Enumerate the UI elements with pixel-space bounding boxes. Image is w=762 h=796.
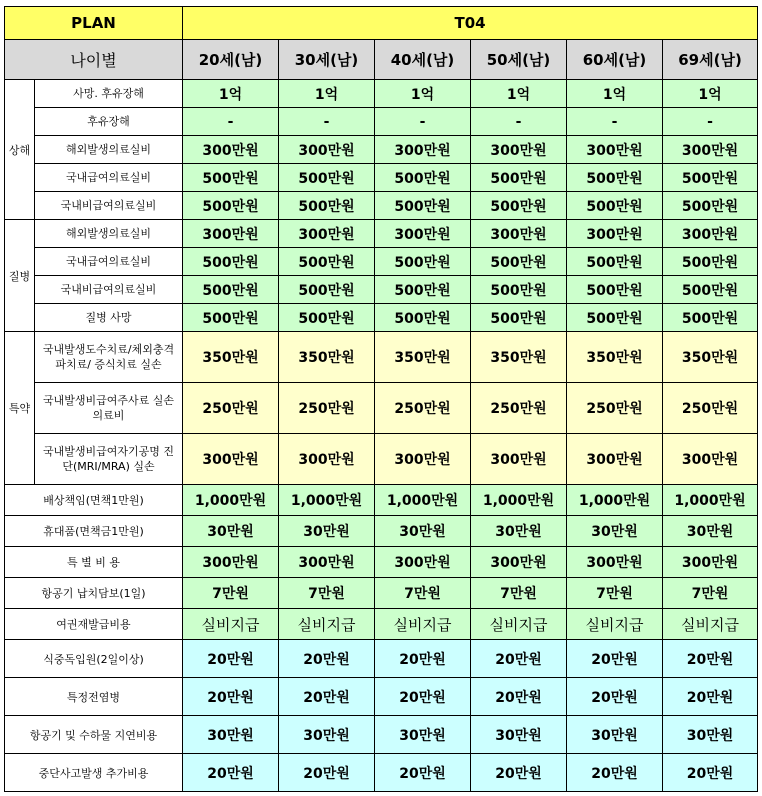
row-label: 국내비급여의료실비 <box>35 192 183 220</box>
coverage-value: 20만원 <box>663 754 758 792</box>
coverage-value: 30만원 <box>279 516 375 547</box>
coverage-value: 500만원 <box>375 192 471 220</box>
coverage-value: 1억 <box>567 80 663 108</box>
coverage-value: 7만원 <box>375 578 471 609</box>
table-row <box>5 192 758 220</box>
row-label: 국내발생비급여자기공명 진단(MRI/MRA) 실손 <box>35 434 183 485</box>
coverage-value: 500만원 <box>183 164 279 192</box>
coverage-value: 500만원 <box>279 192 375 220</box>
coverage-value: 500만원 <box>567 248 663 276</box>
table-row <box>5 716 758 754</box>
coverage-value: 500만원 <box>279 304 375 332</box>
coverage-value: 300만원 <box>567 220 663 248</box>
row-label: 항공기 납치담보(1일) <box>5 578 183 609</box>
coverage-value: 30만원 <box>663 516 758 547</box>
coverage-value: 500만원 <box>471 248 567 276</box>
table-row <box>5 276 758 304</box>
coverage-value: 350만원 <box>663 332 758 383</box>
coverage-value: 1,000만원 <box>183 485 279 516</box>
table-row <box>5 304 758 332</box>
coverage-value: 350만원 <box>183 332 279 383</box>
coverage-value: 20만원 <box>663 678 758 716</box>
coverage-value: 20만원 <box>471 678 567 716</box>
coverage-value: 20만원 <box>279 754 375 792</box>
coverage-value: 300만원 <box>279 434 375 485</box>
coverage-value: 7만원 <box>567 578 663 609</box>
coverage-value: 1,000만원 <box>663 485 758 516</box>
coverage-value: 20만원 <box>183 640 279 678</box>
table-row <box>5 609 758 640</box>
coverage-value: 20만원 <box>663 640 758 678</box>
table-row <box>5 164 758 192</box>
coverage-value: 1억 <box>183 80 279 108</box>
coverage-value: 500만원 <box>183 304 279 332</box>
coverage-value: 300만원 <box>567 434 663 485</box>
coverage-value: 20만원 <box>567 754 663 792</box>
group-label-disease: 질병 <box>5 220 35 332</box>
row-label: 휴대품(면책금1만원) <box>5 516 183 547</box>
coverage-value: 300만원 <box>375 547 471 578</box>
coverage-value: 20만원 <box>183 754 279 792</box>
table-row <box>5 678 758 716</box>
coverage-value: 500만원 <box>663 276 758 304</box>
coverage-value: 7만원 <box>663 578 758 609</box>
table-row <box>5 516 758 547</box>
row-label: 국내비급여의료실비 <box>35 276 183 304</box>
table-row <box>5 383 758 434</box>
row-label: 특 별 비 용 <box>5 547 183 578</box>
coverage-value: 300만원 <box>663 220 758 248</box>
coverage-value: 1억 <box>375 80 471 108</box>
table-row <box>5 547 758 578</box>
coverage-value: 300만원 <box>567 136 663 164</box>
coverage-value: 실비지급 <box>663 609 758 640</box>
coverage-value: 500만원 <box>183 192 279 220</box>
coverage-value: 350만원 <box>471 332 567 383</box>
table-row <box>5 754 758 792</box>
coverage-value: 30만원 <box>279 716 375 754</box>
coverage-value: 300만원 <box>375 136 471 164</box>
coverage-value: 300만원 <box>183 547 279 578</box>
age-header: 60세(남) <box>567 40 663 80</box>
group-label-special: 특약 <box>5 332 35 485</box>
coverage-value: 30만원 <box>183 716 279 754</box>
coverage-value: 30만원 <box>567 516 663 547</box>
table-row <box>5 578 758 609</box>
coverage-value: 30만원 <box>663 716 758 754</box>
coverage-value: 1,000만원 <box>279 485 375 516</box>
coverage-value: - <box>567 108 663 136</box>
coverage-value: 30만원 <box>375 716 471 754</box>
coverage-value: 500만원 <box>375 276 471 304</box>
coverage-value: 300만원 <box>567 547 663 578</box>
coverage-value: 20만원 <box>471 754 567 792</box>
coverage-value: 250만원 <box>279 383 375 434</box>
coverage-value: 250만원 <box>471 383 567 434</box>
coverage-value: 1,000만원 <box>375 485 471 516</box>
coverage-value: 500만원 <box>471 164 567 192</box>
coverage-value: 250만원 <box>567 383 663 434</box>
row-label: 후유장해 <box>35 108 183 136</box>
coverage-value: - <box>471 108 567 136</box>
row-label: 국내급여의료실비 <box>35 248 183 276</box>
coverage-value: 300만원 <box>471 434 567 485</box>
row-label: 특정전염병 <box>5 678 183 716</box>
row-label: 해외발생의료실비 <box>35 220 183 248</box>
row-label: 여권재발급비용 <box>5 609 183 640</box>
coverage-value: - <box>279 108 375 136</box>
coverage-value: 500만원 <box>663 164 758 192</box>
coverage-value: 7만원 <box>279 578 375 609</box>
row-label: 국내급여의료실비 <box>35 164 183 192</box>
coverage-value: 300만원 <box>375 434 471 485</box>
coverage-value: 500만원 <box>183 276 279 304</box>
coverage-value: 300만원 <box>471 547 567 578</box>
coverage-value: 20만원 <box>567 640 663 678</box>
coverage-value: - <box>663 108 758 136</box>
coverage-value: 300만원 <box>663 547 758 578</box>
coverage-value: 실비지급 <box>375 609 471 640</box>
row-label: 해외발생의료실비 <box>35 136 183 164</box>
coverage-value: 30만원 <box>375 516 471 547</box>
group-label-injury: 상해 <box>5 80 35 220</box>
age-header: 30세(남) <box>279 40 375 80</box>
row-label: 국내발생도수치료/체외충격파치료/ 증식치료 실손 <box>35 332 183 383</box>
coverage-value: 300만원 <box>183 136 279 164</box>
table-row <box>5 136 758 164</box>
coverage-value: 350만원 <box>279 332 375 383</box>
plan-header-row <box>5 7 758 40</box>
coverage-value: 30만원 <box>567 716 663 754</box>
age-header: 50세(남) <box>471 40 567 80</box>
coverage-value: 실비지급 <box>183 609 279 640</box>
coverage-value: 실비지급 <box>471 609 567 640</box>
coverage-value: 300만원 <box>279 547 375 578</box>
coverage-value: 500만원 <box>279 164 375 192</box>
coverage-value: 300만원 <box>663 136 758 164</box>
coverage-value: 350만원 <box>567 332 663 383</box>
coverage-value: 500만원 <box>567 192 663 220</box>
coverage-value: 1,000만원 <box>567 485 663 516</box>
coverage-value: 500만원 <box>375 164 471 192</box>
coverage-value: 7만원 <box>183 578 279 609</box>
coverage-value: 500만원 <box>663 248 758 276</box>
age-header: 40세(남) <box>375 40 471 80</box>
coverage-value: 250만원 <box>375 383 471 434</box>
table-row <box>5 80 758 108</box>
coverage-value: 1억 <box>471 80 567 108</box>
coverage-value: 500만원 <box>471 276 567 304</box>
table-row <box>5 485 758 516</box>
coverage-value: 30만원 <box>471 716 567 754</box>
coverage-value: 20만원 <box>375 678 471 716</box>
coverage-value: 20만원 <box>279 640 375 678</box>
row-label: 식중독입원(2일이상) <box>5 640 183 678</box>
coverage-value: 20만원 <box>375 640 471 678</box>
coverage-value: - <box>183 108 279 136</box>
table-row <box>5 640 758 678</box>
coverage-value: 500만원 <box>183 248 279 276</box>
coverage-value: 1억 <box>279 80 375 108</box>
age-header: 20세(남) <box>183 40 279 80</box>
coverage-value: 20만원 <box>375 754 471 792</box>
table-row <box>5 108 758 136</box>
coverage-value: 500만원 <box>279 276 375 304</box>
coverage-value: 300만원 <box>183 434 279 485</box>
coverage-value: 350만원 <box>375 332 471 383</box>
coverage-value: 250만원 <box>663 383 758 434</box>
age-header-row <box>5 40 758 80</box>
plan-label: PLAN <box>5 7 183 40</box>
coverage-value: 1억 <box>663 80 758 108</box>
coverage-value: 500만원 <box>375 248 471 276</box>
row-label: 국내발생비급여주사료 실손의료비 <box>35 383 183 434</box>
coverage-value: 300만원 <box>471 220 567 248</box>
coverage-value: 300만원 <box>183 220 279 248</box>
coverage-value: 300만원 <box>279 136 375 164</box>
row-label: 항공기 및 수하물 지연비용 <box>5 716 183 754</box>
coverage-value: 300만원 <box>471 136 567 164</box>
coverage-value: 20만원 <box>471 640 567 678</box>
table-row <box>5 434 758 485</box>
age-header: 69세(남) <box>663 40 758 80</box>
coverage-value: 30만원 <box>183 516 279 547</box>
coverage-value: 500만원 <box>567 276 663 304</box>
plan-name: T04 <box>183 7 758 40</box>
table-row <box>5 248 758 276</box>
coverage-value: 20만원 <box>279 678 375 716</box>
coverage-value: 20만원 <box>183 678 279 716</box>
coverage-value: 30만원 <box>471 516 567 547</box>
coverage-value: 실비지급 <box>567 609 663 640</box>
row-label: 질병 사망 <box>35 304 183 332</box>
coverage-value: 500만원 <box>471 192 567 220</box>
coverage-value: 300만원 <box>663 434 758 485</box>
coverage-value: 300만원 <box>279 220 375 248</box>
row-label: 중단사고발생 추가비용 <box>5 754 183 792</box>
coverage-value: 500만원 <box>663 192 758 220</box>
row-label: 사망. 후유장해 <box>35 80 183 108</box>
coverage-value: 500만원 <box>375 304 471 332</box>
coverage-value: 500만원 <box>471 304 567 332</box>
coverage-value: 300만원 <box>375 220 471 248</box>
coverage-value: 500만원 <box>279 248 375 276</box>
coverage-value: 7만원 <box>471 578 567 609</box>
row-label: 배상책임(면책1만원) <box>5 485 183 516</box>
coverage-value: 실비지급 <box>279 609 375 640</box>
coverage-value: 500만원 <box>567 164 663 192</box>
coverage-value: 1,000만원 <box>471 485 567 516</box>
coverage-value: 500만원 <box>567 304 663 332</box>
coverage-table <box>4 6 758 792</box>
coverage-value: 500만원 <box>663 304 758 332</box>
table-row <box>5 332 758 383</box>
coverage-value: - <box>375 108 471 136</box>
table-row <box>5 220 758 248</box>
age-label: 나이별 <box>5 40 183 80</box>
coverage-value: 250만원 <box>183 383 279 434</box>
coverage-value: 20만원 <box>567 678 663 716</box>
